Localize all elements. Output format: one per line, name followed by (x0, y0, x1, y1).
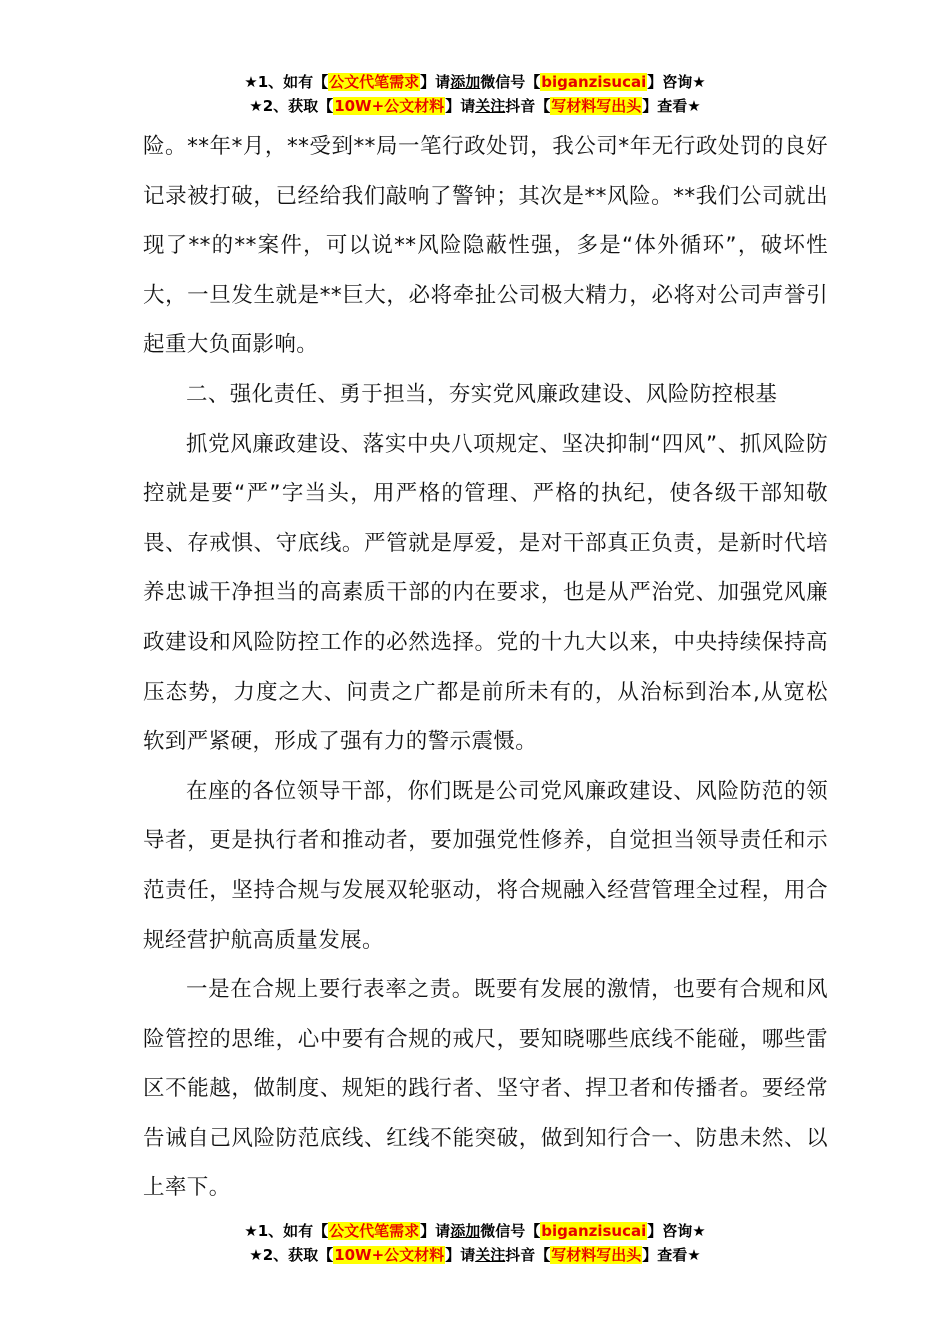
promo-highlight-douyin: 写材料写出头 (551, 1246, 642, 1264)
promo-highlight-service: 公文代笔需求 (329, 73, 420, 91)
promo-highlight-douyin: 写材料写出头 (551, 97, 642, 115)
paragraph: 一是在合规上要行表率之责。既要有发展的激情，也要有合规和风险管控的思维，心中要有合规的戒尺，要知晓哪些底线不能碰，哪些雷区不能越，做制度、规矩的践行者、坚守者、捍卫者和传播者。要经常告诫自己风险防范底线、红线不能突破，做到知行合一、防患未然、以上率下。 (143, 977, 828, 1201)
promo-highlight-wechat-id: biganzisucai (541, 73, 647, 91)
promo-highlight-materials: 10W+公文材料 (334, 97, 445, 115)
promo-banner-top (0, 70, 950, 118)
promo-banner-bottom (0, 1219, 950, 1267)
promo-highlight-service: 公文代笔需求 (329, 1222, 420, 1240)
promo-line-2: ★2、获取【10W+公文材料】请关注抖音【写材料写出头】查看★ (249, 97, 701, 115)
section-heading: 二、强化责任、勇于担当，夯实党风廉政建设、风险防控根基 (186, 381, 778, 407)
promo-line-2: ★2、获取【10W+公文材料】请关注抖音【写材料写出头】查看★ (249, 1246, 701, 1264)
paragraph: 在座的各位领导干部，你们既是公司党风廉政建设、风险防范的领导者，更是执行者和推动者，要加强党性修养，自觉担当领导责任和示范责任，坚持合规与发展双轮驱动，将合规融入经营管理全过程，用合规经营护航高质量发展。 (143, 778, 828, 953)
promo-highlight-wechat-id: biganzisucai (541, 1222, 647, 1240)
document-body (143, 122, 828, 1213)
paragraph-continued: 险。**年*月，**受到**局一笔行政处罚，我公司*年无行政处罚的良好记录被打破，已经给我们敲响了警钟；其次是**风险。**我们公司就出现了**的**案件，可以说**风险隐蔽性强，多是“体外循环”，破坏性大，一旦发生就是**巨大，必将牵扯公司极大精力，必将对公司声誉引起重大负面影响。 (143, 134, 828, 358)
promo-line-1: ★1、如有【公文代笔需求】请添加微信号【biganzisucai】咨询★ (244, 1222, 706, 1240)
promo-line-1: ★1、如有【公文代笔需求】请添加微信号【biganzisucai】咨询★ (244, 73, 706, 91)
promo-highlight-materials: 10W+公文材料 (334, 1246, 445, 1264)
paragraph: 抓党风廉政建设、落实中央八项规定、坚决抑制“四风”、抓风险防控就是要“严”字当头，用严格的管理、严格的执纪，使各级干部知敬畏、存戒惧、守底线。严管就是厚爱，是对干部真正负责，是新时代培养忠诚干净担当的高素质干部的内在要求，也是从严治党、加强党风廉政建设和风险防控工作的必然选择。党的十九大以来，中央持续保持高压态势，力度之大、问责之广都是前所未有的，从治标到治本,从宽松软到严紧硬，形成了强有力的警示震慑。 (143, 431, 828, 755)
